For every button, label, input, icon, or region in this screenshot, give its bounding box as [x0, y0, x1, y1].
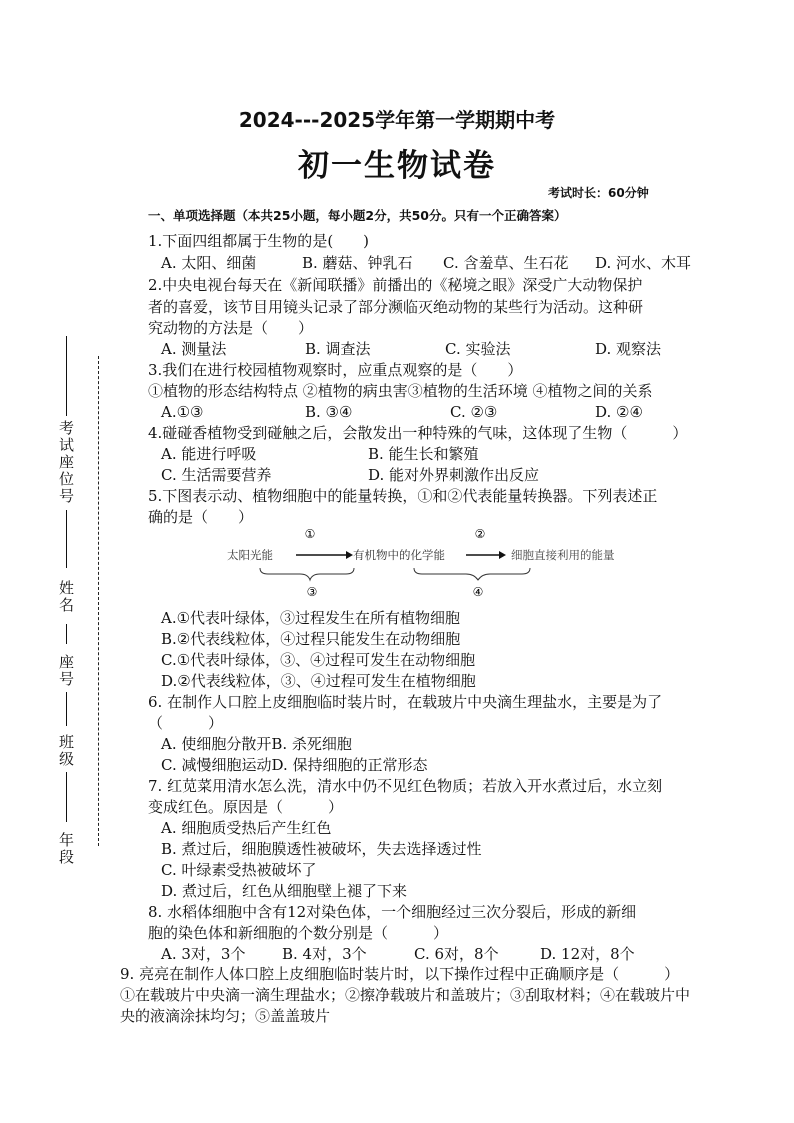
question-6-stem-1: 6. 在制作人口腔上皮细胞临时装片时，在载玻片中央滴生理盐水，主要是为了	[148, 693, 663, 711]
q7-option-d: D. 煮过后，红色从细胞壁上褪了下来	[161, 882, 408, 900]
q2-option-b: B. 调查法	[305, 340, 371, 358]
q4-option-b: B. 能生长和繁殖	[368, 445, 479, 463]
question-8-stem-2: 胞的染色体和新细胞的个数分别是（ ）	[148, 924, 449, 942]
marker-4: ④	[472, 585, 484, 599]
q5-option-d: D.②代表线粒体，③、④过程可发生在植物细胞	[161, 672, 476, 690]
q2-option-c: C. 实验法	[445, 340, 511, 358]
q5-option-b: B.②代表线粒体，④过程只能发生在动物细胞	[161, 630, 461, 648]
q7-option-c: C. 叶绿素受热被破坏了	[161, 861, 317, 879]
marker-2: ②	[474, 527, 486, 541]
q8-option-c: C. 6对，8个	[414, 945, 499, 963]
q1-option-a: A. 太阳、细菌	[161, 254, 257, 272]
q8-option-d: D. 12对，8个	[540, 945, 635, 963]
q3-option-b: B. ③④	[305, 403, 353, 421]
arrow-1-head	[346, 551, 353, 559]
exam-duration: 考试时长：60分钟	[548, 186, 649, 200]
marker-1: ①	[304, 527, 316, 541]
section-heading: 一、单项选择题（本共25小题，每小题2分，共50分。只有一个正确答案）	[148, 208, 567, 223]
class-label: 班级	[57, 734, 75, 768]
question-7-stem-1: 7. 红苋菜用清水怎么洗，清水中仍不见红色物质；若放入开水煮过后，水立刻	[148, 777, 663, 795]
energy-conversion-diagram	[222, 522, 662, 604]
question-7-stem-2: 变成红色。原因是（ ）	[148, 798, 344, 816]
seat-number-label: 考试座位号	[57, 420, 75, 505]
q8-option-b: B. 4对，3个	[282, 945, 367, 963]
question-1-stem: 1.下面四组都属于生物的是( )	[148, 232, 370, 250]
q4-option-c: C. 生活需要营养	[161, 466, 272, 484]
name-blank[interactable]	[66, 510, 67, 568]
arrow-2-head	[499, 551, 506, 559]
marker-3: ③	[306, 585, 318, 599]
q4-option-d: D. 能对外界刺激作出反应	[368, 466, 540, 484]
name-label: 姓名	[57, 580, 75, 614]
q7-option-b: B. 煮过后，细胞膜透性被破坏，失去选择透过性	[161, 840, 482, 858]
q3-option-d: D. ②④	[595, 403, 643, 421]
question-2-stem-1: 2.中央电视台每天在《新闻联播》前播出的《秘境之眼》深受广大动物保护	[148, 276, 643, 294]
diagram-end: 细胞直接利用的能量	[511, 548, 615, 562]
q6-option-cd: C. 减慢细胞运动D. 保持细胞的正常形态	[161, 756, 428, 774]
q1-option-d: D. 河水、木耳	[595, 254, 692, 272]
diagram-middle: 有机物中的化学能	[353, 548, 445, 562]
q7-option-a: A. 细胞质受热后产生红色	[161, 819, 332, 837]
q4-option-a: A. 能进行呼吸	[161, 445, 257, 463]
question-6-stem-2: （ ）	[148, 714, 224, 732]
q3-option-c: C. ②③	[450, 403, 498, 421]
question-9-stem: 9. 亮亮在制作人体口腔上皮细胞临时装片时，以下操作过程中正确顺序是（ ）	[120, 965, 680, 983]
question-3-stem: 3.我们在进行校园植物观察时，应重点观察的是（ ）	[148, 361, 523, 379]
question-2-stem-2: 者的喜爱，该节目用镜头记录了部分濒临灭绝动物的某些行为活动。这种研	[148, 298, 644, 316]
q5-option-c: C.①代表叶绿体，③、④过程可发生在动物细胞	[161, 651, 476, 669]
seat-no-label: 座号	[57, 654, 75, 688]
question-5-stem-1: 5.下图表示动、植物细胞中的能量转换，①和②代表能量转换器。下列表述正	[148, 487, 658, 505]
question-3-items: ①植物的形态结构特点 ②植物的病虫害③植物的生活环境 ④植物之间的关系	[148, 382, 653, 400]
q2-option-a: A. 测量法	[161, 340, 227, 358]
binding-line	[98, 356, 99, 846]
q3-option-a: A.①③	[161, 403, 204, 421]
question-5-stem-2: 确的是（ ）	[148, 508, 254, 526]
exam-term-title: 2024---2025学年第一学期期中考	[238, 108, 556, 132]
brace-3	[260, 568, 354, 580]
q2-option-d: D. 观察法	[595, 340, 662, 358]
seat-number-blank[interactable]	[66, 336, 67, 416]
question-9-line-2: ①在载玻片中央滴一滴生理盐水；②擦净载玻片和盖玻片；③刮取材料；④在载玻片中	[120, 986, 691, 1004]
diagram-start: 太阳光能	[227, 548, 273, 562]
brace-4	[414, 568, 530, 580]
q1-option-c: C. 含羞草、生石花	[443, 254, 569, 272]
question-4-stem: 4.碰碰香植物受到碰触之后，会散发出一种特殊的气味，这体现了生物（ ）	[148, 424, 688, 442]
question-8-stem-1: 8. 水稻体细胞中含有12对染色体，一个细胞经过三次分裂后，形成的新细	[148, 903, 637, 921]
exam-title: 初一生物试卷	[298, 148, 496, 184]
question-2-stem-3: 究动物的方法是（ ）	[148, 319, 314, 337]
class-blank[interactable]	[66, 772, 67, 822]
q6-option-ab: A. 使细胞分散开B. 杀死细胞	[161, 735, 352, 753]
seat-no-blank-top[interactable]	[66, 624, 67, 644]
q5-option-a: A.①代表叶绿体，③过程发生在所有植物细胞	[161, 609, 461, 627]
q1-option-b: B. 蘑菇、钟乳石	[302, 254, 413, 272]
q8-option-a: A. 3对，3个	[161, 945, 246, 963]
grade-label: 年段	[57, 832, 75, 866]
question-9-line-3: 央的液滴涂抹均匀；⑤盖盖玻片	[120, 1007, 331, 1025]
seat-no-blank[interactable]	[66, 692, 67, 726]
